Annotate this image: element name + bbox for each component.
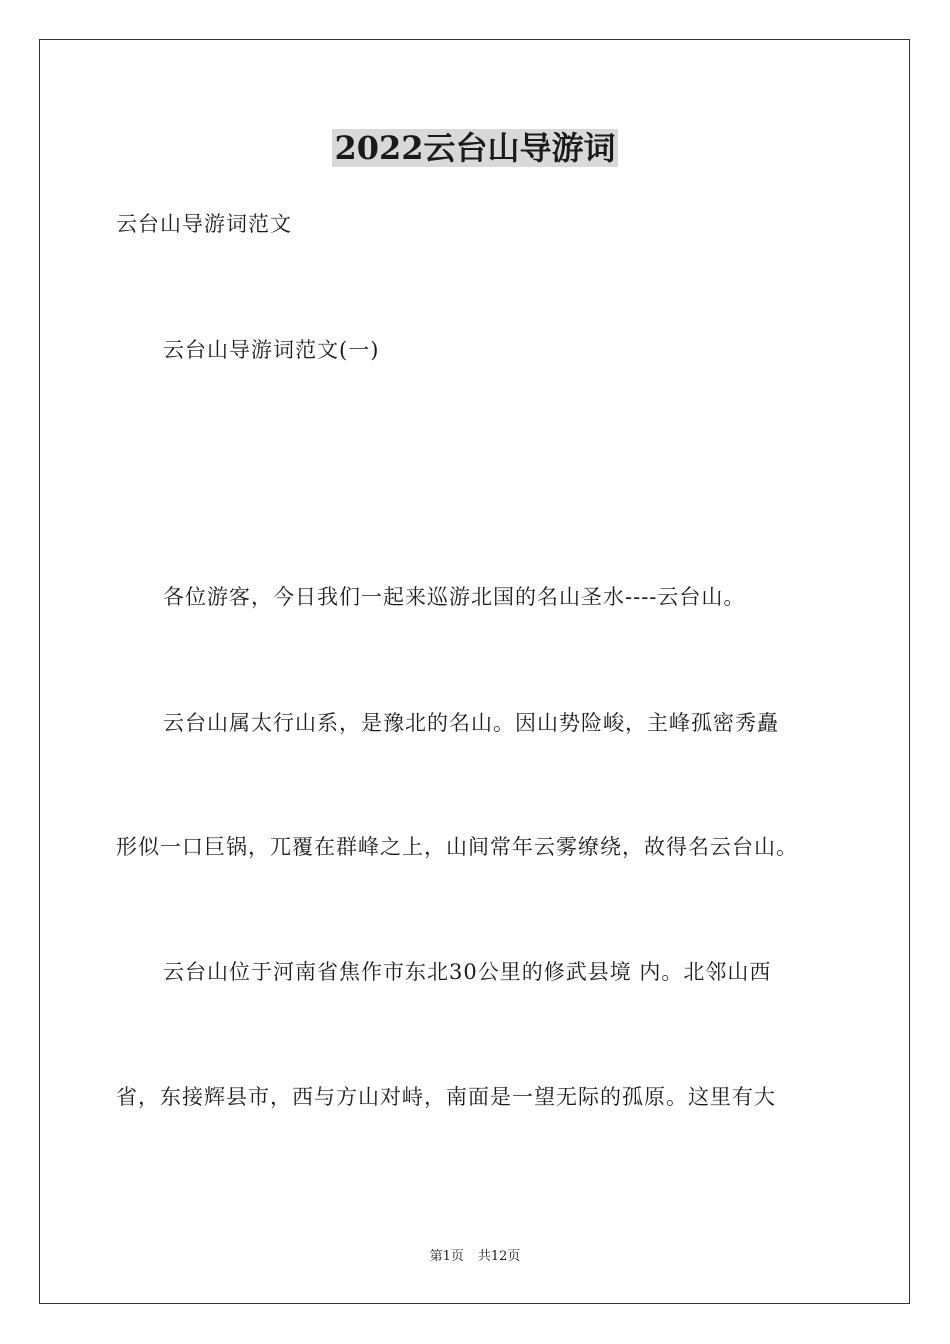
paragraph-line: 云台山位于河南省焦作市东北30公里的修武县境 内。北邻山西 — [163, 960, 772, 984]
page-number: 第1页 — [429, 1249, 464, 1264]
paragraph-line: 形似一口巨锅，兀覆在群峰之上，山间常年云雾缭绕，故得名云台山。 — [116, 835, 798, 859]
paragraph-line: 各位游客，今日我们一起来巡游北国的名山圣水----云台山。 — [163, 585, 746, 609]
paragraph-line: 云台山属太行山系，是豫北的名山。因山势险峻，主峰孤密秀矗 — [163, 711, 779, 735]
page-footer — [0, 1248, 950, 1266]
section-heading-line: 云台山导游词范文(一) — [163, 338, 380, 362]
document-title — [0, 126, 950, 170]
paragraph-line: 省，东接辉县市，西与方山对峙，南面是一望无际的孤原。这里有大 — [116, 1085, 776, 1109]
document-title-text: 2022云台山导游词 — [334, 129, 616, 167]
subtitle-line: 云台山导游词范文 — [116, 212, 292, 236]
page-total: 共12页 — [477, 1249, 521, 1264]
